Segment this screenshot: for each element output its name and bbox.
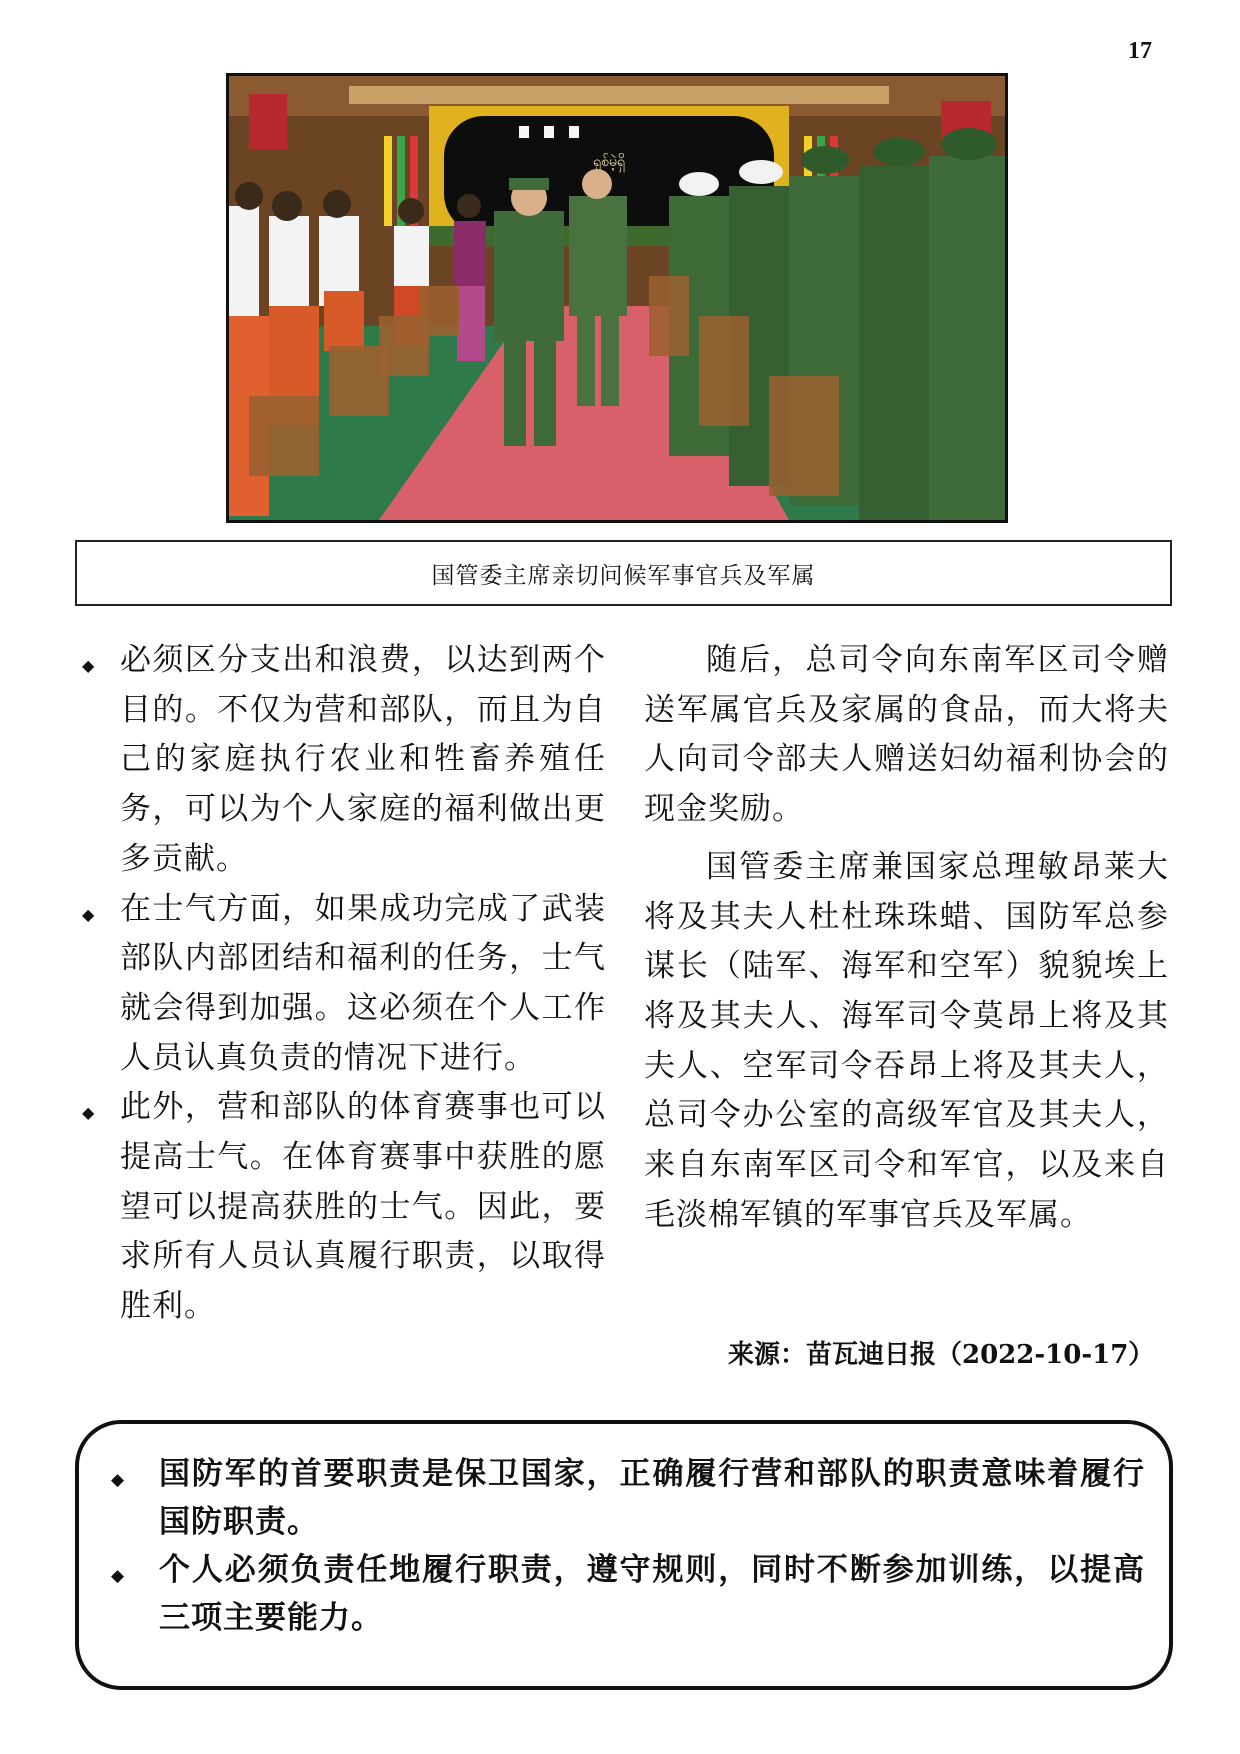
page-number: 17 — [1128, 38, 1152, 64]
stage-banner-text: ရှစ်မဲ့ရှိ — [593, 154, 625, 170]
photo-military-visit-icon — [229, 76, 1005, 520]
list-item — [76, 636, 606, 885]
diamond-bullet-icon: ◆ — [82, 1103, 95, 1123]
summary-item-text: 国防军的首要职责是保卫国家，正确履行营和部队的职责意味着履行国防职责。 — [159, 1456, 1145, 1540]
list-item — [76, 885, 606, 1084]
summary-box — [75, 1420, 1173, 1690]
photo-caption: 国管委主席亲切问候军事官兵及军属 — [75, 540, 1172, 606]
diamond-bullet-icon: ◆ — [82, 656, 95, 675]
paragraph: 国管委主席兼国家总理敏昂莱大将及其夫人杜杜珠珠蜡、国防军总参谋长（陆军、海军和空军）貌貌埃上将及其夫人、海军司令莫昂上将及其夫人、空军司令吞昂上将及其夫人，总司令办公室的高级军官及其夫人，来自东南军区司令和军官，以及来自毛淡棉军镇的军事官兵及军属。 — [644, 848, 1169, 1233]
diamond-bullet-icon: ◆ — [111, 1566, 125, 1586]
list-item-text: 在士气方面，如果成功完成了武装部队内部团结和福利的任务，士气就会得到加强。这必须在个人工作人员认真负责的情况下进行。 — [120, 890, 606, 1076]
list-item-text: 此外，营和部队的体育赛事也可以提高士气。在体育赛事中获胜的愿望可以提高获胜的士气。因此，要求所有人员认真履行职责，以取得胜利。 — [120, 1089, 606, 1325]
summary-item — [105, 1450, 1145, 1546]
diamond-bullet-icon: ◆ — [111, 1470, 125, 1490]
source-citation: 来源：苗瓦迪日报（2022-10-17） — [728, 1340, 1155, 1370]
left-column — [76, 636, 606, 1332]
list-item-text: 必须区分支出和浪费，以达到两个目的。不仅为营和部队，而且为自己的家庭执行农业和牲畜养殖任务，可以为个人家庭的福利做出更多贡献。 — [120, 642, 606, 877]
news-photo — [226, 73, 1008, 523]
paragraph: 随后，总司令向东南军区司令赠送军属官兵及家属的食品，而大将夫人向司令部夫人赠送妇幼福利协会的现金奖励。 — [644, 642, 1169, 828]
right-column — [644, 636, 1169, 1248]
list-item — [76, 1083, 606, 1332]
summary-item-text: 个人必须负责任地履行职责，遵守规则，同时不断参加训练，以提高三项主要能力。 — [159, 1552, 1145, 1636]
summary-item — [105, 1546, 1145, 1642]
diamond-bullet-icon: ◆ — [82, 904, 95, 924]
